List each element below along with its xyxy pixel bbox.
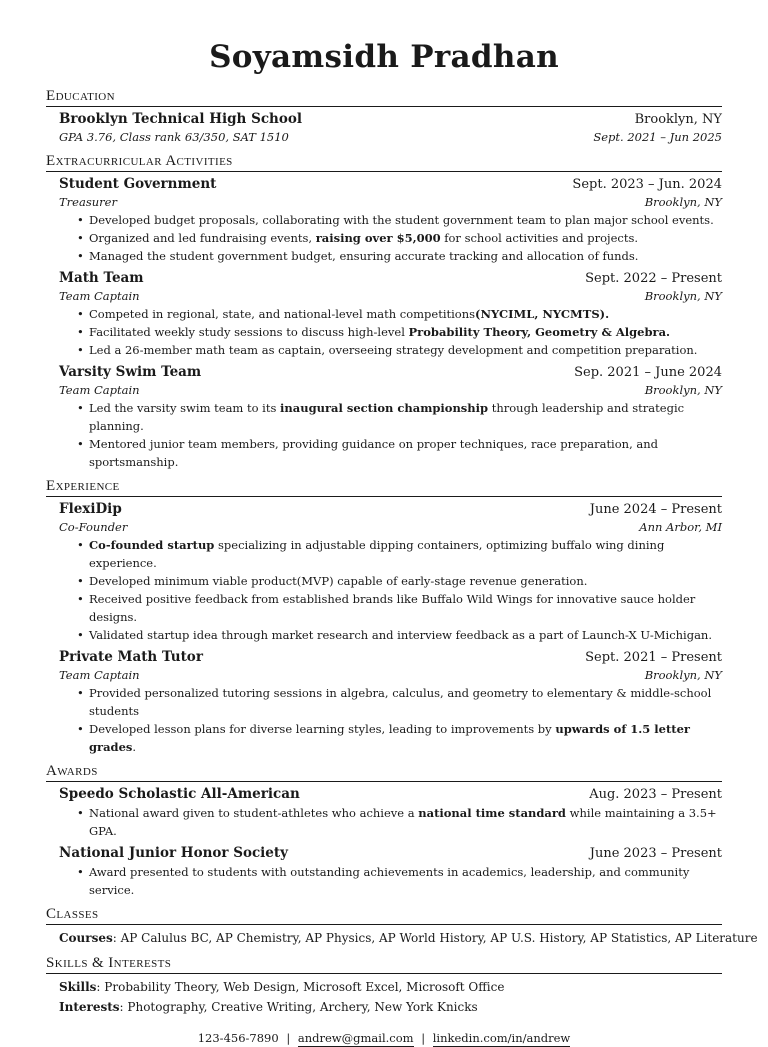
bullet-list [59,863,722,899]
courses-label: Courses [59,931,113,946]
bullet-list [59,684,722,756]
entry-sub-row [59,519,722,536]
extracurricular-list [46,175,722,471]
bullet-item [89,863,722,899]
skills-value: : Probability Theory, Web Design, Microsoft Excel, Microsoft Office [96,980,505,995]
entry [59,785,722,840]
awards-list [46,785,722,899]
entry [59,175,722,265]
candidate-name: Soyamsidh Pradhan [209,39,559,75]
education-sub-row [59,129,722,146]
entry [59,269,722,359]
bullet-list [59,804,722,840]
awards-section [46,762,722,899]
bullet-item [89,341,722,359]
entry-location: Brooklyn, NY [644,289,722,304]
bullet-list [59,211,722,265]
bullet-text: Provided personalized tutoring sessions in algebra, calculus, and geometry to elementary & middle-school students [89,686,712,719]
linkedin-link[interactable]: linkedin.com/in/andrew [432,1031,571,1046]
courses-value: : AP Calulus BC, AP Chemistry, AP Physics, AP World History, AP U.S. History, AP Statistics, AP Literature [112,931,758,946]
entry-title: Private Math Tutor [59,649,203,666]
interests-value: : Photography, Creative Writing, Archery, New York Knicks [119,1000,478,1015]
bullet-item [89,572,722,590]
bullet-text: specializing in adjustable dipping containers, optimizing buffalo wing dining experience. [89,538,665,571]
entry-role: Team Captain [59,383,140,398]
bullet-bold-text: inaugural section championship [280,401,489,416]
entry-header-row [59,648,722,667]
bullet-text: for school activities and projects. [440,231,638,246]
entry-title: Varsity Swim Team [59,364,202,381]
entry-sub-row [59,288,722,305]
skills-section [46,954,722,1017]
bullet-item [89,211,722,229]
bullet-item [89,229,722,247]
bullet-text: Developed minimum viable product(MVP) capable of early-stage revenue generation. [89,574,588,589]
section-title-awards: Awards [46,762,722,782]
bullet-text: Managed the student government budget, ensuring accurate tracking and allocation of funds. [89,249,639,264]
section-title-experience: Experience [46,477,722,497]
school-details: GPA 3.76, Class rank 63/350, SAT 1510 [59,130,289,145]
bullet-list [59,305,722,359]
section-title-classes: Classes [46,905,722,925]
entry-role: Team Captain [59,668,140,683]
entry-header-row [59,175,722,194]
entry [59,363,722,471]
bullet-text: Validated startup idea through market research and interview feedback as a part of Launch-X U-Michigan. [89,628,712,643]
bullet-list [59,536,722,644]
bullet-bold-text: raising over $5,000 [315,231,441,246]
entry-dates: June 2024 – Present [589,502,722,518]
bullet-text: Led the varsity swim team to its [89,401,281,416]
entry-location: Brooklyn, NY [644,383,722,398]
skills-line [59,977,722,997]
classes-section [46,905,758,948]
contact-line [46,1029,722,1047]
entry-title: Math Team [59,270,144,287]
bullet-text: Received positive feedback from established brands like Buffalo Wild Wings for innovative sauce holder designs. [89,592,696,625]
bullet-list [59,399,722,471]
bullet-text: Mentored junior team members, providing guidance on proper techniques, race preparation, and sportsmanship. [89,437,659,470]
interests-label: Interests [59,1000,120,1015]
school-name: Brooklyn Technical High School [59,111,302,128]
interests-line [59,997,722,1017]
entry [59,648,722,756]
entry-header-row [59,844,722,863]
bullet-text: Developed budget proposals, collaborating with the student government team to plan major school events. [89,213,714,228]
bullet-item [89,590,722,626]
entry-dates: June 2023 – Present [589,846,722,862]
entry-dates: Aug. 2023 – Present [589,787,722,803]
education-entry [59,110,722,146]
entry-dates: Sept. 2023 – Jun. 2024 [572,177,722,193]
entry-sub-row [59,194,722,211]
bullet-item [89,247,722,265]
education-header-row [59,110,722,129]
skills-label: Skills [59,980,97,995]
entry-location: Brooklyn, NY [644,195,722,210]
entry-location: Ann Arbor, MI [639,520,722,535]
bullet-text: Award presented to students with outstanding achievements in academics, leadership, and community service. [89,865,690,898]
bullet-text: Competed in regional, state, and national-level math competitions [89,307,476,322]
entry-role: Co-Founder [59,520,128,535]
bullet-bold-text: upwards of 1.5 letter grades [89,722,690,755]
entry-header-row [59,363,722,382]
entry-dates: Sep. 2021 – June 2024 [574,365,722,381]
bullet-item [89,684,722,720]
bullet-item [89,305,722,323]
bullet-text: National award given to student-athletes who achieve a [89,806,419,821]
entry [59,844,722,899]
bullet-text: Led a 26-member math team as captain, overseeing strategy development and competition preparation. [89,343,698,358]
bullet-item [89,720,722,756]
bullet-text: Facilitated weekly study sessions to discuss high-level [89,325,409,340]
contact-separator: | [421,1031,426,1046]
school-location: Brooklyn, NY [634,112,722,128]
bullet-text: . [132,740,137,755]
section-title-extracurricular: Extracurricular Activities [46,152,722,172]
bullet-item [89,399,722,435]
contact-separator: | [286,1031,291,1046]
entry-header-row [59,500,722,519]
entry-role: Treasurer [59,195,117,210]
entry-header-row [59,785,722,804]
entry-sub-row [59,382,722,399]
bullet-item [89,323,722,341]
experience-list [46,500,722,756]
entry-sub-row [59,667,722,684]
bullet-text: through leadership and strategic planning. [89,401,685,434]
bullet-bold-text: Co-founded startup [89,538,215,553]
extracurricular-section [46,152,722,471]
entry-role: Team Captain [59,289,140,304]
courses-line [59,928,758,948]
bullet-item [89,626,722,644]
bullet-item [89,804,722,840]
entry-title: Speedo Scholastic All-American [59,786,300,803]
bullet-text: Developed lesson plans for diverse learning styles, leading to improvements by [89,722,556,737]
entry-title: National Junior Honor Society [59,845,288,862]
entry-title: Student Government [59,176,217,193]
entry-title: FlexiDip [59,501,122,518]
email-link[interactable]: andrew@gmail.com [297,1031,414,1046]
section-title-education: Education [46,87,722,107]
entry-header-row [59,269,722,288]
phone-number: 123-456-7890 [197,1031,279,1046]
bullet-text: while maintaining a 3.5+ GPA. [89,806,717,839]
entry-location: Brooklyn, NY [644,668,722,683]
education-section [46,87,722,146]
bullet-text: Organized and led fundraising events, [89,231,316,246]
school-dates: Sept. 2021 – Jun 2025 [593,130,722,145]
entry [59,500,722,644]
bullet-bold-text: Probability Theory, Geometry & Algebra. [408,325,671,340]
bullet-item [89,536,722,572]
bullet-bold-text: (NYCIML, NYCMTS). [475,307,610,322]
bullet-bold-text: national time standard [418,806,566,821]
bullet-item [89,435,722,471]
section-title-skills: Skills & Interests [46,954,722,974]
entry-dates: Sept. 2021 – Present [585,650,722,666]
entry-dates: Sept. 2022 – Present [585,271,722,287]
experience-section [46,477,722,756]
